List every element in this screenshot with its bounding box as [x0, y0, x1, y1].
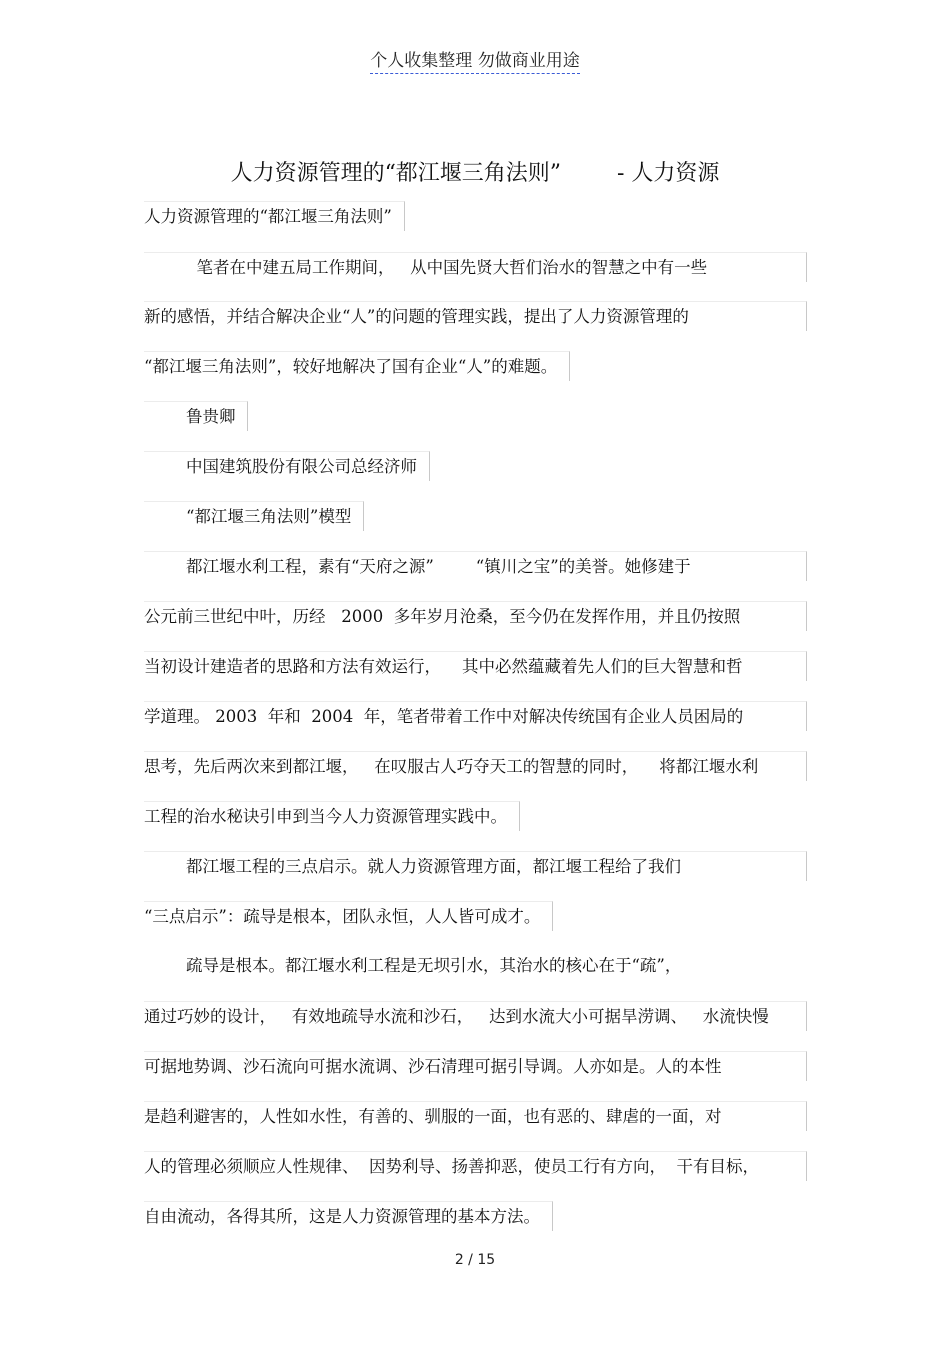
text-line: 人力资源管理的“都江堰三角法则” [144, 201, 405, 231]
text-line: 鲁贵卿 [144, 401, 248, 431]
page-header [0, 46, 950, 71]
text-line: 笔者在中建五局工作期间， 从中国先贤大哲们治水的智慧之中有一些 [144, 252, 807, 282]
page-number: 2 / 15 [454, 1252, 496, 1268]
text-line: 新的感悟，并结合解决企业“人”的问题的管理实践，提出了人力资源管理的 [144, 301, 807, 331]
text-line: 工程的治水秘诀引申到当今人力资源管理实践中。 [144, 801, 520, 831]
text-line: “三点启示”：疏导是根本，团队永恒，人人皆可成才。 [144, 901, 553, 931]
text-line: “都江堰三角法则”，较好地解决了国有企业“人”的难题。 [144, 351, 570, 381]
text-line: 公元前三世纪中叶，历经 2000 多年岁月沧桑，至今仍在发挥作用，并且仍按照 [144, 601, 807, 631]
text-line: 都江堰工程的三点启示。就人力资源管理方面，都江堰工程给了我们 [144, 851, 807, 881]
text-line: 思考，先后两次来到都江堰， 在叹服古人巧夺天工的智慧的同时， 将都江堰水利 [144, 751, 807, 781]
text-line: 学道理。 2003 年和 2004 年，笔者带着工作中对解决传统国有企业人员困局的 [144, 701, 807, 731]
text-line: 通过巧妙的设计， 有效地疏导水流和沙石， 达到水流大小可据旱涝调、 水流快慢 [144, 1001, 807, 1031]
text-line: 可据地势调、沙石流向可据水流调、沙石清理可据引导调。人亦如是。人的本性 [144, 1051, 807, 1081]
text-line: “都江堰三角法则”模型 [144, 501, 364, 531]
article-title: 人力资源管理的“都江堰三角法则” - 人力资源 [230, 161, 720, 186]
text-line: 疏导是根本。都江堰水利工程是无坝引水，其治水的核心在于“疏”， [144, 956, 682, 975]
text-line: 自由流动，各得其所，这是人力资源管理的基本方法。 [144, 1201, 553, 1231]
text-line: 都江堰水利工程，素有“天府之源” “镇川之宝”的美誉。她修建于 [144, 551, 807, 581]
text-line: 当初设计建造者的思路和方法有效运行， 其中必然蕴藏着先人们的巨大智慧和哲 [144, 651, 807, 681]
text-line: 中国建筑股份有限公司总经济师 [144, 451, 430, 481]
text-line: 是趋利避害的，人性如水性，有善的、驯服的一面，也有恶的、肆虐的一面，对 [144, 1101, 807, 1131]
header-text: 个人收集整理 勿做商业用途 [370, 51, 579, 74]
text-line: 人的管理必须顺应人性规律、 因势利导、扬善抑恶，使员工行有方向， 干有目标， [144, 1151, 807, 1181]
